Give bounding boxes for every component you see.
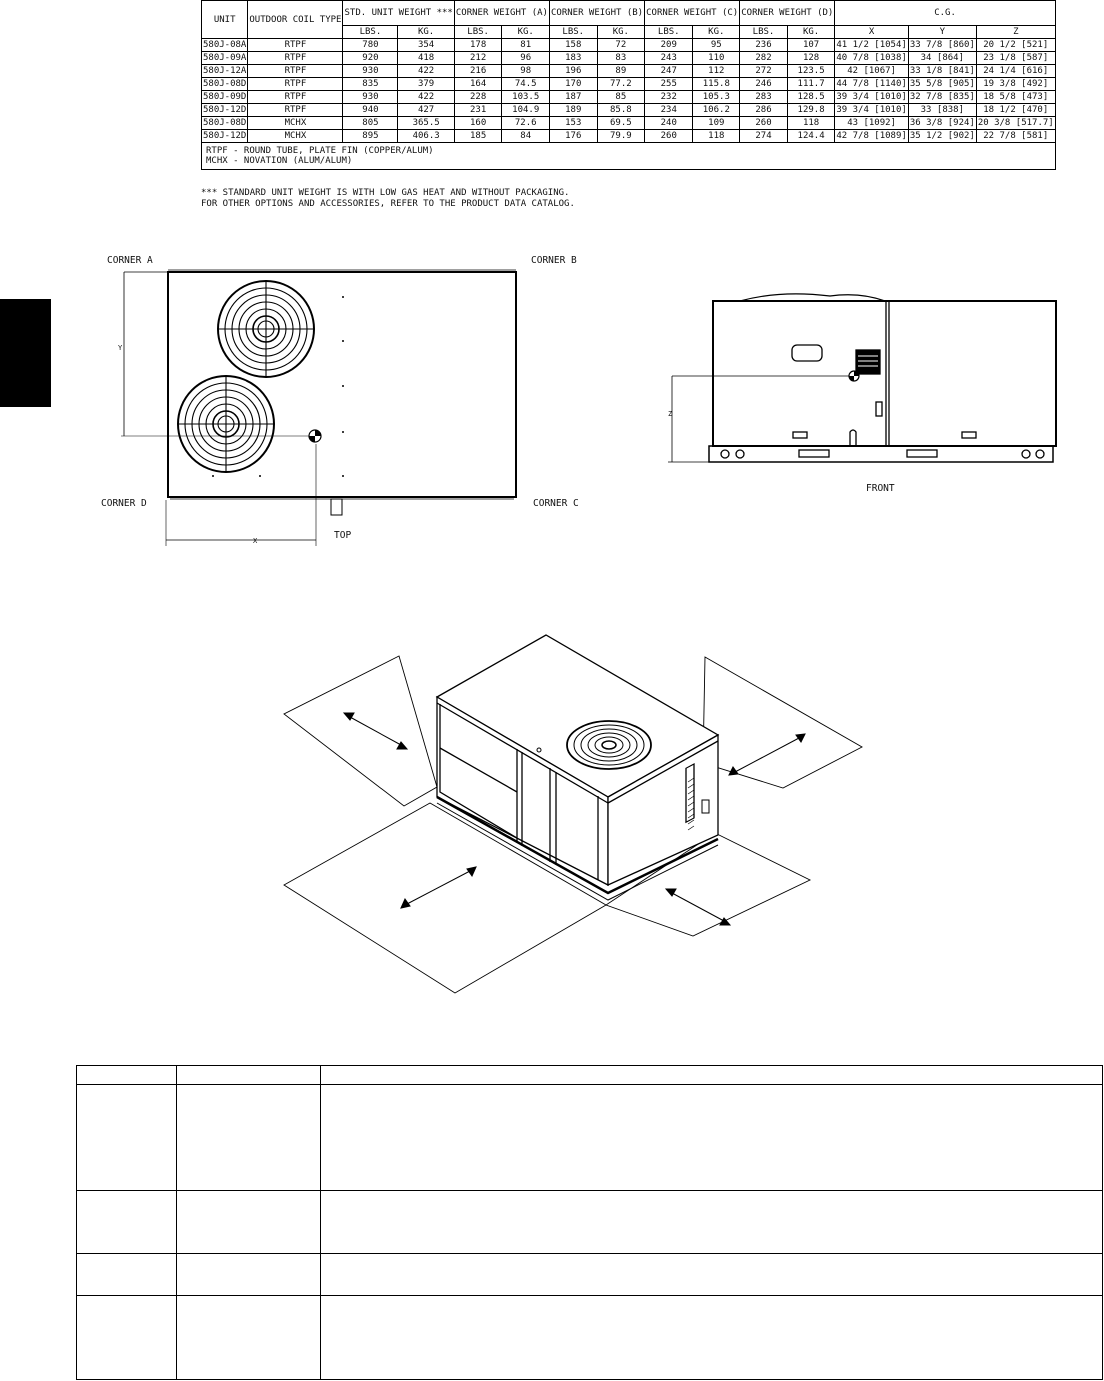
table-cell: 33 7/8 [860]: [909, 40, 975, 50]
table-cell: [177, 1296, 321, 1380]
header-corner-a: CORNER WEIGHT (A): [454, 1, 549, 26]
table-cell: 153: [549, 117, 597, 130]
table-cell: 106.2: [693, 104, 740, 117]
table-cell: 129.8: [787, 104, 835, 117]
subheader-lbs: LBS.: [454, 26, 502, 39]
table-cell: 930: [343, 65, 398, 78]
table-cell: 160: [454, 117, 502, 130]
table-cell: 41 1/2 [1054]: [836, 40, 907, 50]
table-cell: 272: [740, 65, 788, 78]
table-cell: 24 1/4 [616]: [976, 65, 1055, 78]
table-cell: 260: [740, 117, 788, 130]
table-cell: 84: [502, 130, 550, 143]
unit-isometric: [437, 635, 718, 900]
table-cell: 379: [398, 78, 455, 91]
subheader-kg: KG.: [398, 26, 455, 39]
table-cell: 118: [693, 130, 740, 143]
table-cell: 72: [597, 39, 645, 52]
corner-a-label: CORNER A: [107, 255, 153, 266]
header-corner-d: CORNER WEIGHT (D): [740, 1, 835, 26]
table-cell: 580J-09D: [203, 92, 247, 102]
table-cell: 243: [645, 52, 693, 65]
table-cell: RTPF: [248, 52, 343, 65]
dim-x-label: X: [253, 537, 258, 545]
table-cell: 95: [693, 39, 740, 52]
table-cell: RTPF: [248, 39, 343, 52]
table-cell: 81: [502, 39, 550, 52]
clearance-zone-back: [284, 656, 437, 806]
table-cell: [77, 1296, 177, 1380]
table-cell: 228: [454, 91, 502, 104]
table-cell: 158: [549, 39, 597, 52]
subheader-kg: KG.: [502, 26, 550, 39]
table-cell: 33 1/8 [841]: [909, 66, 975, 76]
table-cell: 189: [549, 104, 597, 117]
table-cell: 69.5: [597, 117, 645, 130]
table-cell: 354: [398, 39, 455, 52]
table-cell: [177, 1254, 321, 1296]
note-rtpf: RTPF - ROUND TUBE, PLATE FIN (COPPER/ALUM): [206, 146, 434, 156]
table-cell: 85: [597, 91, 645, 104]
table-cell: 580J-08A: [203, 40, 247, 50]
table-cell: [77, 1254, 177, 1296]
table-cell: 365.5: [398, 117, 455, 130]
table-cell: 212: [454, 52, 502, 65]
table-cell: 33 [838]: [908, 104, 976, 117]
table-cell: 109: [693, 117, 740, 130]
table-cell: 422: [398, 91, 455, 104]
table-cell: 895: [343, 130, 398, 143]
table-cell: 18 1/2 [470]: [976, 104, 1055, 117]
corner-c-label: CORNER C: [533, 498, 579, 509]
table-cell: 107: [787, 39, 835, 52]
subheader-kg: KG.: [787, 26, 835, 39]
table-cell: 35 5/8 [905]: [909, 79, 975, 89]
table-cell: 43 [1092]: [835, 117, 908, 130]
table-cell: [321, 1085, 1103, 1191]
table-cell: 580J-12D: [203, 131, 247, 141]
table-cell: 98: [502, 65, 550, 78]
table-cell: MCHX: [248, 117, 343, 130]
table-cell: 39 3/4 [1010]: [836, 105, 907, 115]
clearance-zone-right: [703, 657, 862, 788]
table-cell: 40 7/8 [1038]: [836, 53, 907, 63]
table-cell: 240: [645, 117, 693, 130]
table-cell: 805: [343, 117, 398, 130]
table-cell: 20 3/8 [517.7]: [977, 118, 1054, 128]
table-cell: [177, 1191, 321, 1254]
subheader-kg: KG.: [597, 26, 645, 39]
footnote-line-1: *** STANDARD UNIT WEIGHT IS WITH LOW GAS HEAT AND WITHOUT PACKAGING.: [201, 188, 570, 198]
table-cell: 105.3: [693, 91, 740, 104]
table-cell: RTPF: [248, 78, 343, 91]
table-cell: 283: [740, 91, 788, 104]
subheader-x: X: [835, 26, 908, 39]
table-cell: 427: [398, 104, 455, 117]
table-cell: 580J-08D: [203, 118, 247, 128]
dim-z-label: Z: [668, 410, 673, 418]
table-cell: 164: [454, 78, 502, 91]
clearance-table: [76, 1065, 1103, 1380]
table-cell: 74.5: [502, 78, 550, 91]
table-cell: [77, 1066, 177, 1085]
table-cell: 274: [740, 130, 788, 143]
table-cell: 104.9: [502, 104, 550, 117]
table-cell: 255: [645, 78, 693, 91]
subheader-lbs: LBS.: [549, 26, 597, 39]
table-cell: 123.5: [787, 65, 835, 78]
note-mchx: MCHX - NOVATION (ALUM/ALUM): [206, 156, 353, 166]
table-cell: 18 5/8 [473]: [976, 91, 1055, 104]
table-cell: 920: [343, 52, 398, 65]
table-cell: 232: [645, 91, 693, 104]
header-unit: UNIT: [202, 1, 248, 39]
table-cell: [77, 1191, 177, 1254]
table-cell: 32 7/8 [835]: [909, 92, 975, 102]
table-cell: [177, 1085, 321, 1191]
table-cell: 128.5: [787, 91, 835, 104]
header-cg: C.G.: [835, 1, 1055, 26]
table-cell: 835: [343, 78, 398, 91]
table-cell: [321, 1066, 1103, 1085]
table-cell: 247: [645, 65, 693, 78]
table-cell: 42 7/8 [1089]: [836, 131, 907, 141]
table-cell: 34 [864]: [908, 52, 976, 65]
subheader-y: Y: [908, 26, 976, 39]
table-cell: 89: [597, 65, 645, 78]
table-cell: [77, 1085, 177, 1191]
footnote-line-2: FOR OTHER OPTIONS AND ACCESSORIES, REFER TO THE PRODUCT DATA CATALOG.: [201, 199, 575, 209]
table-cell: 77.2: [597, 78, 645, 91]
table-cell: 580J-12D: [203, 105, 247, 115]
table-cell: 36 3/8 [924]: [909, 118, 975, 128]
subheader-z: Z: [976, 26, 1055, 39]
table-cell: 422: [398, 65, 455, 78]
table-cell: RTPF: [248, 65, 343, 78]
header-corner-c: CORNER WEIGHT (C): [645, 1, 740, 26]
table-cell: 85.8: [597, 104, 645, 117]
table-cell: 170: [549, 78, 597, 91]
table-cell: 79.9: [597, 130, 645, 143]
table-cell: 286: [740, 104, 788, 117]
table-cell: RTPF: [248, 104, 343, 117]
table-cell: 282: [740, 52, 788, 65]
table-cell: 406.3: [398, 130, 455, 143]
table-cell: 178: [454, 39, 502, 52]
table-cell: 118: [787, 117, 835, 130]
header-corner-b: CORNER WEIGHT (B): [549, 1, 644, 26]
table-cell: 580J-08D: [203, 79, 247, 89]
table-cell: 35 1/2 [902]: [909, 131, 975, 141]
table-cell: 209: [645, 39, 693, 52]
table-cell: 72.6: [502, 117, 550, 130]
table-cell: 176: [549, 130, 597, 143]
subheader-kg: KG.: [693, 26, 740, 39]
subheader-lbs: LBS.: [645, 26, 693, 39]
table-cell: [321, 1254, 1103, 1296]
table-cell: 128: [787, 52, 835, 65]
table-cell: 234: [645, 104, 693, 117]
table-cell: 22 7/8 [581]: [976, 130, 1055, 143]
table-cell: 124.4: [787, 130, 835, 143]
table-cell: 19 3/8 [492]: [976, 78, 1055, 91]
header-std-weight: STD. UNIT WEIGHT ***: [343, 1, 454, 26]
subheader-lbs: LBS.: [740, 26, 788, 39]
top-view-caption: TOP: [334, 530, 352, 541]
table-cell: 260: [645, 130, 693, 143]
corner-b-label: CORNER B: [531, 255, 577, 266]
table-cell: 580J-09A: [203, 53, 247, 63]
table-cell: 185: [454, 130, 502, 143]
table-cell: 96: [502, 52, 550, 65]
header-coil-type: OUTDOOR COIL TYPE: [248, 1, 343, 39]
table-cell: 44 7/8 [1140]: [836, 79, 907, 89]
table-cell: 196: [549, 65, 597, 78]
corner-d-label: CORNER D: [101, 498, 147, 509]
subheader-lbs: LBS.: [343, 26, 398, 39]
table-cell: 183: [549, 52, 597, 65]
table-cell: 236: [740, 39, 788, 52]
table-cell: 115.8: [693, 78, 740, 91]
table-cell: 20 1/2 [521]: [976, 39, 1055, 52]
table-cell: [321, 1191, 1103, 1254]
table-cell: 231: [454, 104, 502, 117]
table-cell: 39 3/4 [1010]: [836, 92, 907, 102]
table-cell: 580J-12A: [203, 66, 247, 76]
table-cell: MCHX: [248, 130, 343, 143]
table-cell: 110: [693, 52, 740, 65]
table-cell: [177, 1066, 321, 1085]
table-cell: 111.7: [787, 78, 835, 91]
table-cell: 246: [740, 78, 788, 91]
table-cell: 42 [1067]: [835, 65, 908, 78]
table-cell: [321, 1296, 1103, 1380]
table-cell: 83: [597, 52, 645, 65]
table-cell: 418: [398, 52, 455, 65]
table-cell: 930: [343, 91, 398, 104]
table-cell: 112: [693, 65, 740, 78]
table-cell: 216: [454, 65, 502, 78]
table-cell: 103.5: [502, 91, 550, 104]
table-cell: 780: [343, 39, 398, 52]
table-cell: 23 1/8 [587]: [976, 52, 1055, 65]
dim-y-label: Y: [118, 344, 123, 352]
table-cell: 940: [343, 104, 398, 117]
table-cell: RTPF: [248, 91, 343, 104]
front-view-caption: FRONT: [866, 483, 895, 494]
table-cell: 187: [549, 91, 597, 104]
